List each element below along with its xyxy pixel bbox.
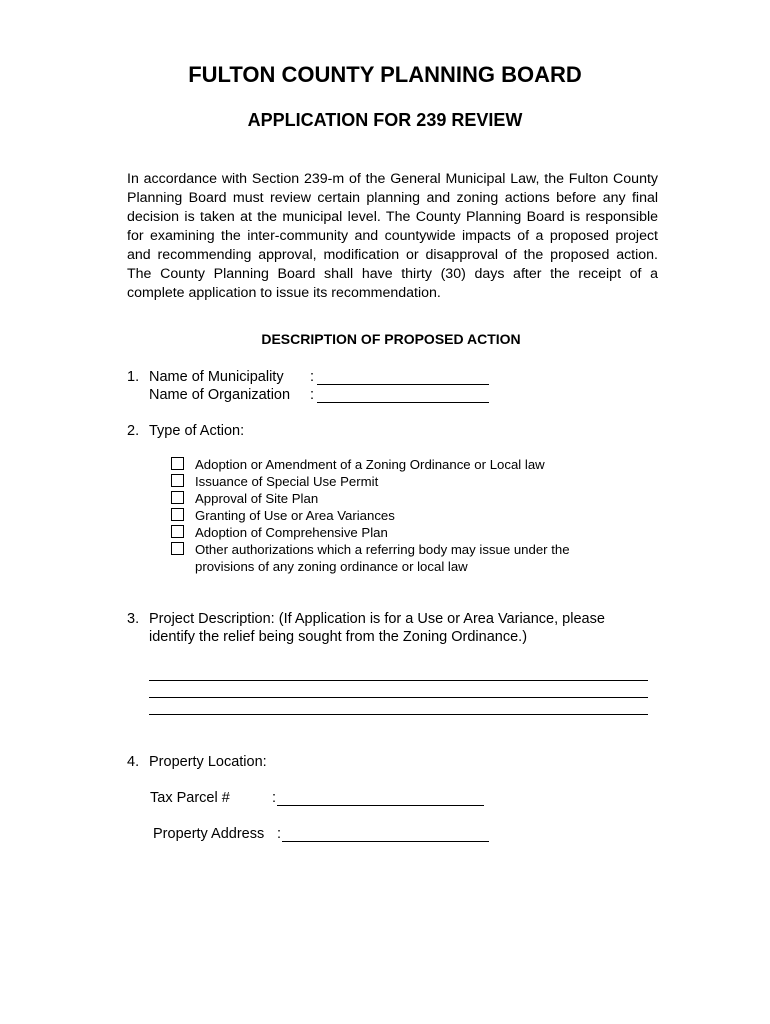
checkbox[interactable]: [171, 457, 184, 470]
property-address-separator: :: [277, 826, 282, 842]
option-other-continuation: provisions of any zoning ordinance or local law: [195, 559, 468, 574]
intro-paragraph: In accordance with Section 239-m of the General Municipal Law, the Fulton County Planning Board must review certain planning and zoning actions before any final decision is taken at the municipal level. The County Planning Board is responsible for examining the inter-community and countywide impacts of a proposed project and recommending approval, modification or disapproval of the proposed action. The County Planning Board shall have thirty (30) days after the receipt of a complete application to issue its recommendation.: [127, 171, 658, 301]
option-label: Approval of Site Plan: [195, 491, 319, 506]
option-label: Granting of Use or Area Variances: [195, 508, 395, 523]
checkbox[interactable]: [171, 491, 184, 504]
checkbox[interactable]: [171, 474, 184, 487]
municipality-field[interactable]: [317, 384, 489, 385]
project-description-hint: identify the relief being sought from the Zoning Ordinance.): [149, 629, 528, 645]
property-location-label: Property Location:: [149, 754, 267, 770]
section-heading: DESCRIPTION OF PROPOSED ACTION: [261, 331, 521, 347]
option-label: Adoption or Amendment of a Zoning Ordinance or Local law: [195, 457, 545, 472]
organization-field[interactable]: [317, 402, 489, 403]
q2-number: 2.: [127, 423, 140, 439]
property-address-label: Property Address: [153, 826, 265, 842]
project-description-line-2[interactable]: [149, 697, 648, 698]
tax-parcel-separator: :: [272, 790, 277, 806]
checkbox[interactable]: [171, 508, 184, 521]
q1-number: 1.: [127, 369, 140, 385]
checkbox[interactable]: [171, 542, 184, 555]
q4-number: 4.: [127, 754, 140, 770]
project-description-label: Project Description: (If Application is for a Use or Area Variance, please: [149, 611, 605, 627]
checkbox[interactable]: [171, 525, 184, 538]
document-title: FULTON COUNTY PLANNING BOARD: [188, 62, 582, 87]
option-label: Issuance of Special Use Permit: [195, 474, 379, 489]
property-address-field[interactable]: [282, 841, 489, 842]
option-label: Other authorizations which a referring body may issue under the: [195, 542, 570, 557]
municipality-separator: :: [310, 369, 315, 385]
project-description-line-3[interactable]: [149, 714, 648, 715]
tax-parcel-label: Tax Parcel #: [150, 790, 230, 806]
option-label: Adoption of Comprehensive Plan: [195, 525, 388, 540]
project-description-line-1[interactable]: [149, 680, 648, 681]
organization-label: Name of Organization: [149, 387, 291, 403]
tax-parcel-field[interactable]: [277, 805, 484, 806]
q3-number: 3.: [127, 611, 140, 627]
document-subtitle: APPLICATION FOR 239 REVIEW: [247, 110, 523, 130]
organization-separator: :: [310, 387, 315, 403]
type-of-action-label: Type of Action:: [149, 423, 245, 439]
municipality-label: Name of Municipality: [149, 369, 284, 385]
